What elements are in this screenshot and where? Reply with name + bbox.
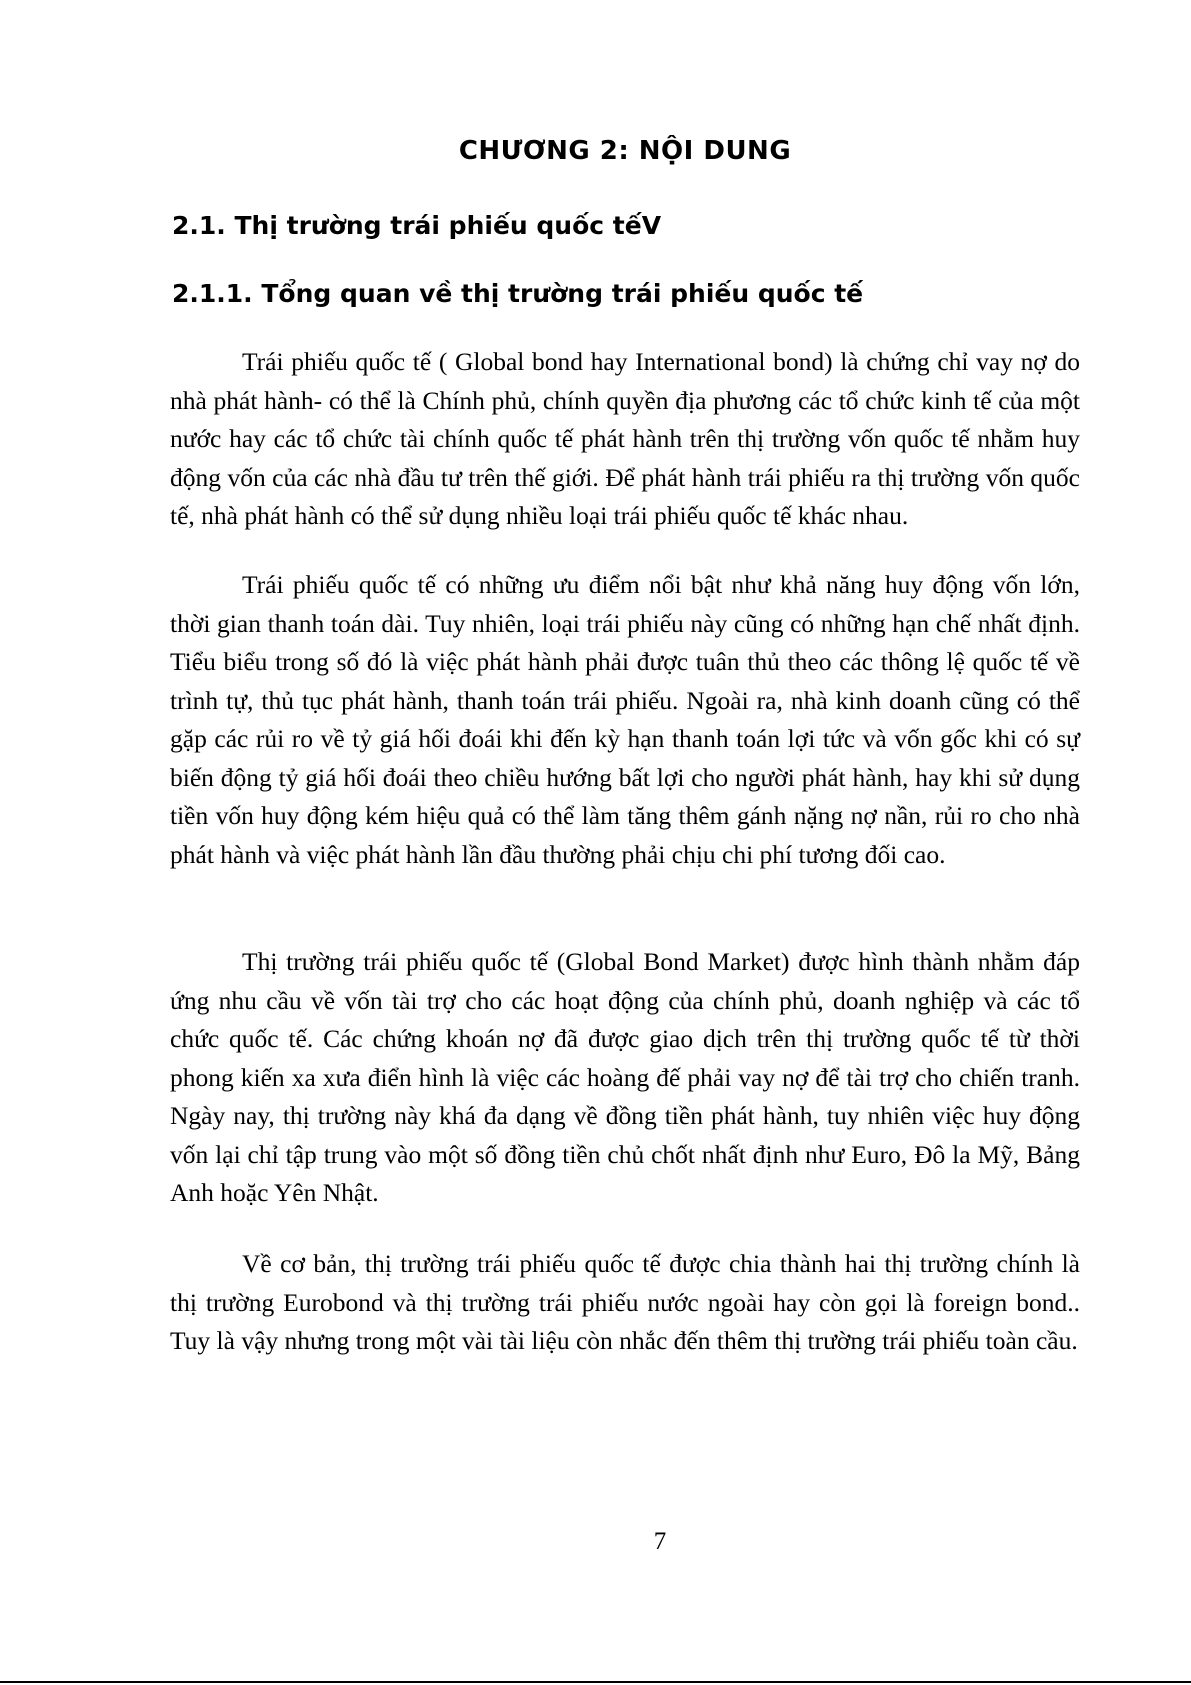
subsection-heading: 2.1.1. Tổng quan về thị trường trái phiếu quốc tế xyxy=(172,279,864,308)
footer-divider xyxy=(0,1681,1191,1683)
page-number: 7 xyxy=(653,1528,667,1555)
chapter-title: CHƯƠNG 2: NỘI DUNG xyxy=(458,136,792,166)
body-paragraph: Trái phiếu quốc tế ( Global bond hay International bond) là chứng chỉ vay nợ do nhà phát hành- có thể là Chính phủ, chính quyền địa phương các tổ chức kinh tế của một nước hay các tổ chức tài chính quốc tế phát hành trên thị trường vốn quốc tế nhằm huy động vốn của các nhà đầu tư trên thế giới. Để phát hành trái phiếu ra thị trường vốn quốc tế, nhà phát hành có thể sử dụng nhiều loại trái phiếu quốc tế khác nhau. xyxy=(170,347,1080,530)
body-paragraph: Trái phiếu quốc tế có những ưu điểm nổi bật như khả năng huy động vốn lớn, thời gian thanh toán dài. Tuy nhiên, loại trái phiếu này cũng có những hạn chế nhất định. Tiểu biểu trong số đó là việc phát hành phải được tuân thủ theo các thông lệ quốc tế về trình tự, thủ tục phát hành, thanh toán trái phiếu. Ngoài ra, nhà kinh doanh cũng có thể gặp các rủi ro về tỷ giá hối đoái khi đến kỳ hạn thanh toán lợi tức và vốn gốc khi có sự biến động tỷ giá hối đoái theo chiều hướng bất lợi cho người phát hành, hay khi sử dụng tiền vốn huy động kém hiệu quả có thể làm tăng thêm gánh nặng nợ nần, rủi ro cho nhà phát hành và việc phát hành lần đầu thường phải chịu chi phí tương đối cao. xyxy=(170,570,1080,869)
section-heading: 2.1. Thị trường trái phiếu quốc tếV xyxy=(172,211,662,240)
body-paragraph: Về cơ bản, thị trường trái phiếu quốc tế được chia thành hai thị trường chính là thị trường Eurobond và thị trường trái phiếu nước ngoài hay còn gọi là foreign bond.. Tuy là vậy nhưng trong một vài tài liệu còn nhắc đến thêm thị trường trái phiếu toàn cầu. xyxy=(170,1249,1080,1355)
body-paragraph: Thị trường trái phiếu quốc tế (Global Bond Market) được hình thành nhằm đáp ứng nhu cầu về vốn tài trợ cho các hoạt động của chính phủ, doanh nghiệp và các tổ chức quốc tế. Các chứng khoán nợ đã được giao dịch trên thị trường quốc tế từ thời phong kiến xa xưa điển hình là việc các hoàng đế phải vay nợ để tài trợ cho chiến tranh. Ngày nay, thị trường này khá đa dạng về đồng tiền phát hành, tuy nhiên việc huy động vốn lại chỉ tập trung vào một số đồng tiền chủ chốt nhất định như Euro, Đô la Mỹ, Bảng Anh hoặc Yên Nhật. xyxy=(170,947,1080,1207)
